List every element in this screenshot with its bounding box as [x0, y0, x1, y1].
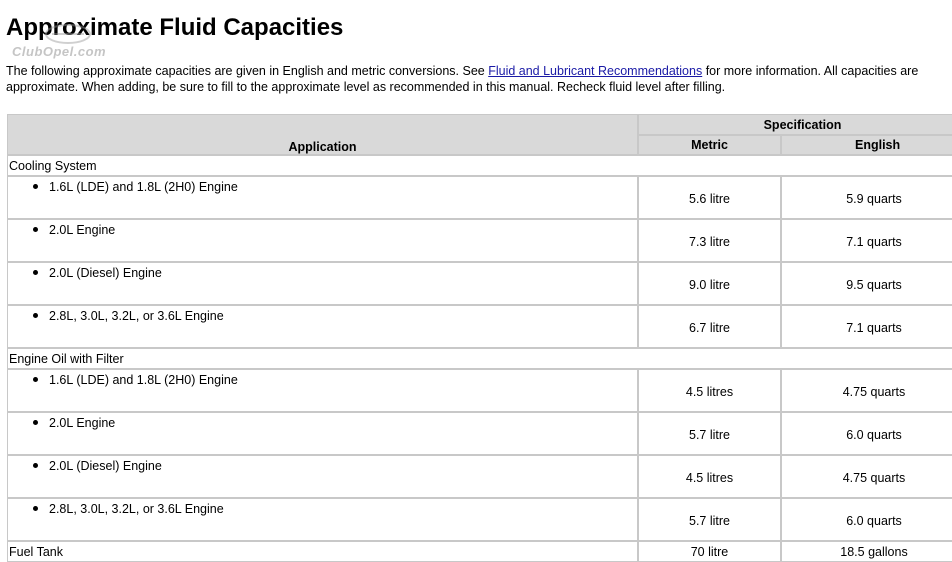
application-cell: 1.6L (LDE) and 1.8L (2H0) Engine: [7, 369, 638, 412]
application-cell: 2.8L, 3.0L, 3.2L, or 3.6L Engine: [7, 498, 638, 541]
bullet-icon: [33, 463, 38, 468]
application-cell: 2.0L (Diesel) Engine: [7, 455, 638, 498]
watermark-text: ClubOpel.com: [12, 44, 107, 59]
english-cell: 18.5 gallons: [781, 541, 952, 562]
table-row: [7, 219, 952, 262]
header-application: Application: [7, 114, 638, 155]
table-row: [7, 541, 952, 562]
application-cell: 2.0L Engine: [7, 412, 638, 455]
english-cell: 4.75 quarts: [781, 369, 952, 412]
metric-cell: 70 litre: [638, 541, 781, 562]
page-title: Approximate Fluid Capacities: [6, 14, 344, 41]
metric-cell: 4.5 litres: [638, 455, 781, 498]
category-fuel-tank: Fuel Tank: [7, 541, 638, 562]
bullet-icon: [33, 184, 38, 189]
fluid-lubricant-link[interactable]: Fluid and Lubricant Recommendations: [488, 64, 703, 78]
table-row: [7, 498, 952, 541]
english-cell: 7.1 quarts: [781, 219, 952, 262]
intro-paragraph: [6, 63, 952, 95]
english-cell: 4.75 quarts: [781, 455, 952, 498]
category-cooling-system: Cooling System: [7, 155, 952, 176]
english-cell: 5.9 quarts: [781, 176, 952, 219]
table-row: [7, 305, 952, 348]
bullet-icon: [33, 227, 38, 232]
metric-cell: 5.6 litre: [638, 176, 781, 219]
metric-cell: 9.0 litre: [638, 262, 781, 305]
category-engine-oil: Engine Oil with Filter: [7, 348, 952, 369]
table-row: [7, 262, 952, 305]
table-row: [7, 455, 952, 498]
application-cell: 2.0L (Diesel) Engine: [7, 262, 638, 305]
bullet-icon: [33, 270, 38, 275]
table-row: [7, 412, 952, 455]
intro-text-1: The following approximate capacities are given in English and metric conversions. See: [6, 64, 489, 78]
english-cell: 6.0 quarts: [781, 412, 952, 455]
table-row: [7, 176, 952, 219]
bullet-icon: [33, 420, 38, 425]
bullet-icon: [33, 506, 38, 511]
metric-cell: 5.7 litre: [638, 498, 781, 541]
application-cell: 2.8L, 3.0L, 3.2L, or 3.6L Engine: [7, 305, 638, 348]
intro-text-2: for more information. All capacities are approximate. When adding, be sure to fill to the approximate level as recommended in this manual. Recheck fluid level after filling.: [6, 64, 919, 94]
application-cell: 1.6L (LDE) and 1.8L (2H0) Engine: [7, 176, 638, 219]
bullet-icon: [33, 313, 38, 318]
english-cell: 9.5 quarts: [781, 262, 952, 305]
metric-cell: 6.7 litre: [638, 305, 781, 348]
bullet-icon: [33, 377, 38, 382]
header-specification: Specification: [638, 114, 952, 135]
capacities-table: [7, 114, 952, 562]
metric-cell: 7.3 litre: [638, 219, 781, 262]
header-english: English: [781, 135, 952, 155]
english-cell: 6.0 quarts: [781, 498, 952, 541]
header-metric: Metric: [638, 135, 781, 155]
english-cell: 7.1 quarts: [781, 305, 952, 348]
metric-cell: 5.7 litre: [638, 412, 781, 455]
table-row: [7, 369, 952, 412]
metric-cell: 4.5 litres: [638, 369, 781, 412]
application-cell: 2.0L Engine: [7, 219, 638, 262]
